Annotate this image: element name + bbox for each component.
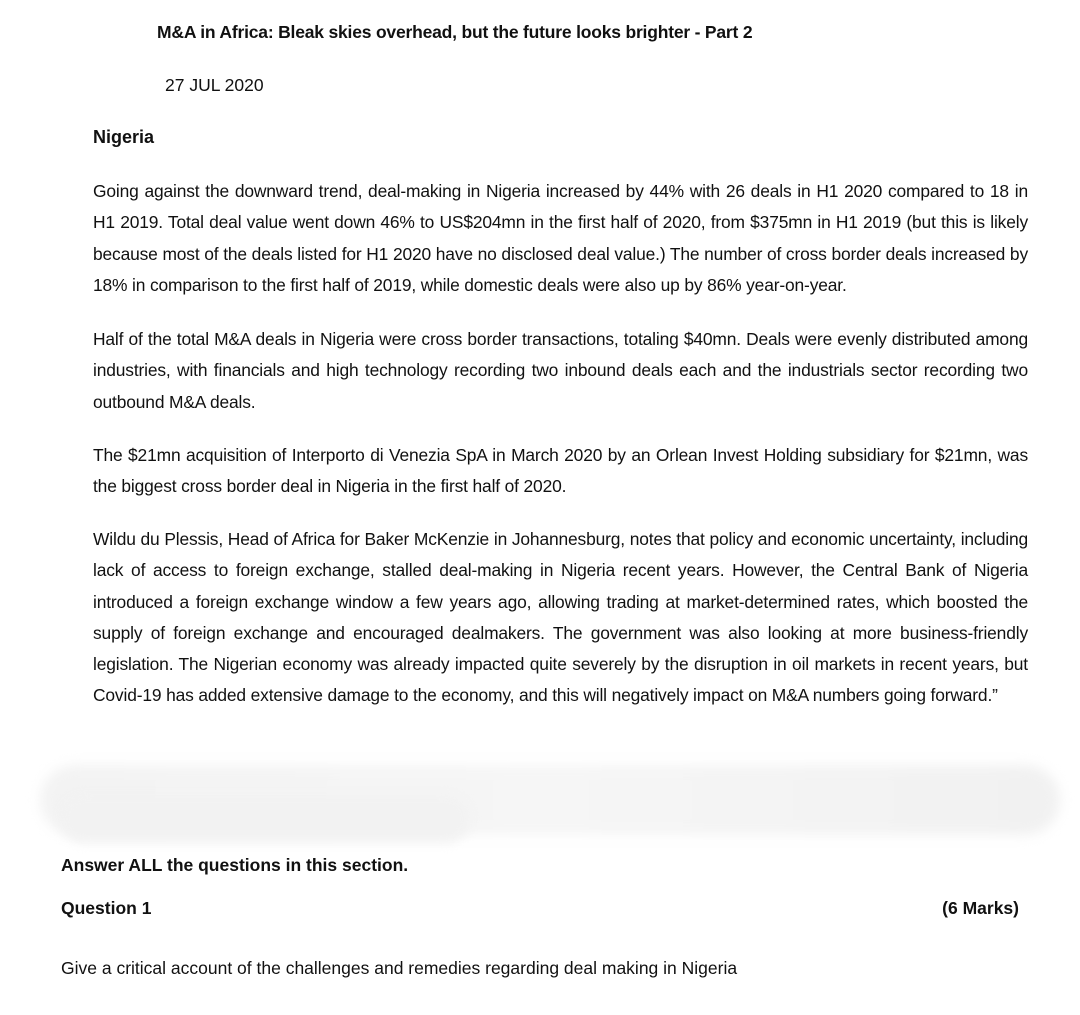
erased-area <box>60 795 470 843</box>
question-text: Give a critical account of the challenges and remedies regarding deal making in Nigeria <box>61 958 738 978</box>
section-heading: Nigeria <box>93 127 155 147</box>
exam-instructions: Answer ALL the questions in this section. <box>61 855 409 875</box>
question-marks: (6 Marks) <box>942 898 1019 918</box>
question-label: Question 1 <box>61 898 152 918</box>
paragraph: Half of the total M&A deals in Nigeria were cross border transactions, totaling $40mn. Deals were evenly distributed among industries, with financials and high technology recording two inbound deals each and the industrials sector recording two outbound M&A deals. <box>93 329 1028 412</box>
paragraph: Wildu du Plessis, Head of Africa for Baker McKenzie in Johannesburg, notes that policy and economic uncertainty, including lack of access to foreign exchange, stalled deal-making in Nigeria recent years. However, the Central Bank of Nigeria introduced a foreign exchange window a few years ago, allowing trading at market-determined rates, which boosted the supply of foreign exchange and encouraged dealmakers. The government was also looking at more business-friendly legislation. The Nigerian economy was already impacted quite severely by the disruption in oil markets in recent years, but Covid-19 has added extensive damage to the economy, and this will negatively impact on M&A numbers going forward.” <box>93 529 1028 706</box>
article-title: M&A in Africa: Bleak skies overhead, but the future looks brighter - Part 2 <box>157 22 753 42</box>
paragraph: The $21mn acquisition of Interporto di Venezia SpA in March 2020 by an Orlean Invest Holding subsidiary for $21mn, was the biggest cross border deal in Nigeria in the first half of 2020. <box>93 445 1028 497</box>
paragraph: Going against the downward trend, deal-making in Nigeria increased by 44% with 26 deals in H1 2020 compared to 18 in H1 2019. Total deal value went down 46% to US$204mn in the first half of 2020, from $375mn in H1 2019 (but this is likely because most of the deals listed for H1 2020 have no disclosed deal value.) The number of cross border deals increased by 18% in comparison to the first half of 2019, while domestic deals were also up by 86% year-on-year. <box>93 181 1028 295</box>
article-date: 27 JUL 2020 <box>165 75 264 95</box>
